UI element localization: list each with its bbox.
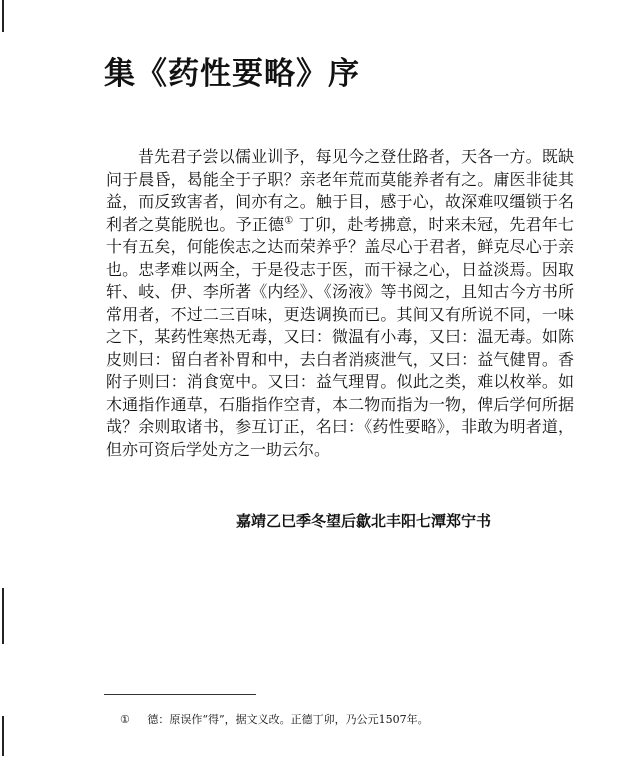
footnote-reference[interactable]: ① <box>284 215 294 227</box>
scan-edge-line-top <box>2 0 4 32</box>
footnote <box>120 711 429 727</box>
preface-body <box>106 146 574 461</box>
preface-body-part-1: 昔先君子尝以儒业训予，每见今之登仕路者，天各一方。既缺问于晨昏，曷能全于子职？亲老年荒而莫能养者有之。庸医非徒其益，而反致害者，间亦有之。触于目，感于心，故深难叹缰锁于名利者之莫能脱也。予正德 <box>106 147 574 234</box>
footnote-number: ① <box>120 713 130 726</box>
scan-edge-line-middle <box>2 588 4 644</box>
footnote-divider <box>104 694 256 695</box>
preface-body-part-2: 丁卯，赴考拂意，时来未冠，先君年七十有五矣，何能俟志之达而荣养乎？盖尽心于君者，鲜克尽心于亲也。忠孝难以两全，于是役志于医，而干禄之心，日益淡焉。因取轩、岐、伊、李所著《内经》、《汤液》等书阅之，且知古今方书所常用者，不过二三百味，更迭调换而已。其间又有所说不同，一味之下，某药性寒热无毒，又曰：微温有小毒，又曰：温无毒。如陈皮则曰：留白者补胃和中，去白者消痰泄气，又曰：益气健胃。香附子则曰：消食宽中。又曰：益气理胃。似此之类，难以枚举。如木通指作通草，石脂指作空青，本二物而指为一物，俾后学何所据哉？余则取诸书，参互订正，名曰：《药性要略》，非敢为明者道，但亦可资后学处方之一助云尔。 <box>106 214 574 459</box>
scan-edge-line-bottom <box>2 716 4 756</box>
footnote-text: 德：原误作“得”，据文义改。正德丁卯，乃公元1507年。 <box>147 713 429 726</box>
signature-line: 嘉靖乙巳季冬望后歙北丰阳七潭郑宁书 <box>236 512 492 530</box>
page-title: 集《药性要略》序 <box>104 56 360 92</box>
